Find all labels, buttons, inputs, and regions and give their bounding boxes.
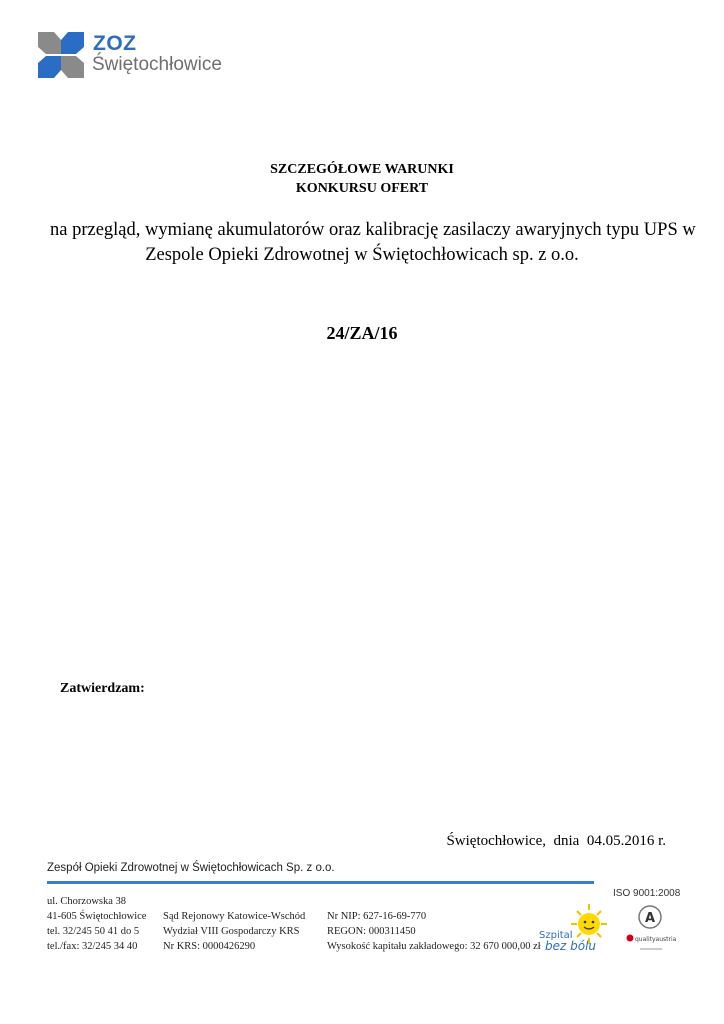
- court-line: Nr KRS: 0000426290: [163, 941, 256, 952]
- quality-austria-certificate-icon: [622, 903, 678, 955]
- footer-registry-info: [327, 909, 541, 954]
- approval-label: Zatwierdzam:: [60, 681, 145, 696]
- registry-line: Wysokość kapitału zakładowego: 32 670 000,00 zł: [327, 941, 541, 952]
- zoz-logo-icon: [36, 30, 86, 80]
- logo: [36, 30, 236, 82]
- logo-city: Świętochłowice: [92, 54, 222, 75]
- heading-line-1: SZCZEGÓŁOWE WARUNKI: [270, 162, 454, 177]
- footer-divider: [47, 881, 594, 884]
- heading-line-2: KONKURSU OFERT: [295, 181, 429, 196]
- registry-line: REGON: 000311450: [327, 926, 416, 937]
- badge-text-1: Szpital: [539, 930, 573, 941]
- footer-court-info: [163, 909, 305, 954]
- address-line: tel./fax: 32/245 34 40: [47, 941, 138, 952]
- reference-number: 24/ZA/16: [326, 323, 398, 343]
- address-line: tel. 32/245 50 41 do 5: [47, 926, 140, 937]
- footer-address: [47, 894, 146, 954]
- svg-text:A: A: [645, 911, 656, 926]
- iso-certificate-label: ISO 9001:2008: [613, 888, 681, 899]
- court-line: Wydział VIII Gospodarczy KRS: [163, 926, 300, 937]
- logo-acronym: ZOZ: [93, 32, 137, 55]
- address-line: ul. Chorzowska 38: [47, 896, 127, 907]
- badge-text-2: bez bólu: [545, 939, 597, 953]
- court-line: Sąd Rejonowy Katowice-Wschód: [163, 911, 306, 922]
- document-subject: [50, 218, 696, 268]
- szpital-bez-bolu-sun-icon: [537, 902, 611, 954]
- place-and-date: Świętochłowice, dnia 04.05.2016 r.: [446, 833, 666, 849]
- cert-text: qualityaustria: [635, 936, 677, 943]
- address-line: 41-605 Świętochłowice: [47, 911, 147, 922]
- subject-line-2: Zespole Opieki Zdrowotnej w Świętochłowicach sp. z o.o.: [145, 245, 579, 265]
- registry-line: Nr NIP: 627-16-69-770: [327, 911, 427, 922]
- subject-line-1: na przegląd, wymianę akumulatorów oraz kalibrację zasilaczy awaryjnych typu UPS w: [50, 220, 696, 240]
- footer-company-name: Zespół Opieki Zdrowotnej w Świętochłowicach Sp. z o.o.: [47, 862, 335, 874]
